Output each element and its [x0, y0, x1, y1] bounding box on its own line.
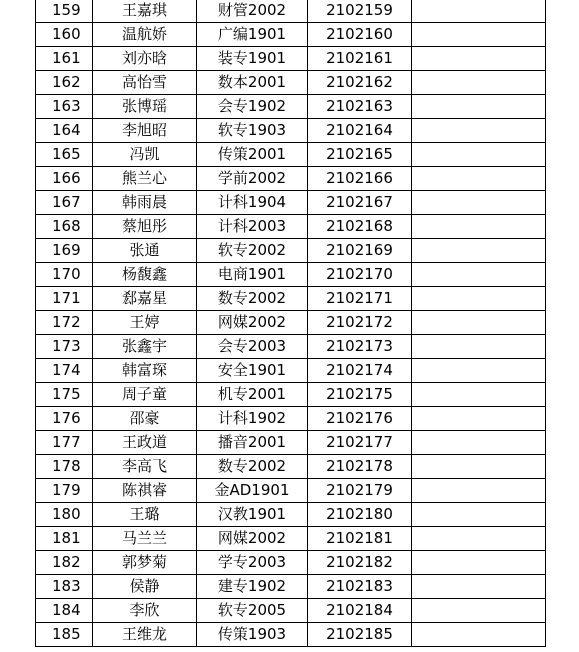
- student-name-cell: 温航娇: [93, 23, 197, 47]
- empty-cell: [412, 239, 546, 263]
- empty-cell: [412, 599, 546, 623]
- student-name-cell: 刘亦晗: [93, 47, 197, 71]
- table-row: [36, 623, 546, 647]
- student-id-cell: 2102164: [308, 119, 412, 143]
- row-number-cell: 177: [36, 431, 93, 455]
- row-number-cell: 163: [36, 95, 93, 119]
- row-number-cell: 159: [36, 0, 93, 23]
- student-id-cell: 2102166: [308, 167, 412, 191]
- table-row: [36, 287, 546, 311]
- empty-cell: [412, 23, 546, 47]
- student-name-cell: 张鑫宇: [93, 335, 197, 359]
- table-row: [36, 575, 546, 599]
- class-name-cell: 建专1902: [197, 575, 308, 599]
- class-name-cell: 播音2001: [197, 431, 308, 455]
- empty-cell: [412, 551, 546, 575]
- student-id-cell: 2102181: [308, 527, 412, 551]
- student-name-cell: 蔡旭彤: [93, 215, 197, 239]
- row-number-cell: 169: [36, 239, 93, 263]
- student-id-cell: 2102177: [308, 431, 412, 455]
- class-name-cell: 计科2003: [197, 215, 308, 239]
- empty-cell: [412, 407, 546, 431]
- student-name-cell: 陈祺睿: [93, 479, 197, 503]
- row-number-cell: 173: [36, 335, 93, 359]
- row-number-cell: 162: [36, 71, 93, 95]
- row-number-cell: 161: [36, 47, 93, 71]
- student-id-cell: 2102174: [308, 359, 412, 383]
- row-number-cell: 178: [36, 455, 93, 479]
- table-row: [36, 215, 546, 239]
- empty-cell: [412, 287, 546, 311]
- student-name-cell: 张博瑶: [93, 95, 197, 119]
- student-id-cell: 2102178: [308, 455, 412, 479]
- class-name-cell: 数专2002: [197, 455, 308, 479]
- class-name-cell: 数专2002: [197, 287, 308, 311]
- student-name-cell: 李旭昭: [93, 119, 197, 143]
- class-name-cell: 学专2003: [197, 551, 308, 575]
- table-row: [36, 71, 546, 95]
- student-id-cell: 2102171: [308, 287, 412, 311]
- student-name-cell: 周子童: [93, 383, 197, 407]
- row-number-cell: 164: [36, 119, 93, 143]
- empty-cell: [412, 0, 546, 23]
- table-body: [36, 0, 546, 647]
- empty-cell: [412, 311, 546, 335]
- student-id-cell: 2102163: [308, 95, 412, 119]
- student-name-cell: 郄嘉星: [93, 287, 197, 311]
- student-id-cell: 2102159: [308, 0, 412, 23]
- row-number-cell: 180: [36, 503, 93, 527]
- empty-cell: [412, 215, 546, 239]
- student-name-cell: 王维龙: [93, 623, 197, 647]
- row-number-cell: 179: [36, 479, 93, 503]
- table-row: [36, 479, 546, 503]
- class-name-cell: 财管2002: [197, 0, 308, 23]
- row-number-cell: 181: [36, 527, 93, 551]
- table-row: [36, 0, 546, 23]
- table-row: [36, 527, 546, 551]
- student-id-cell: 2102183: [308, 575, 412, 599]
- student-name-cell: 张通: [93, 239, 197, 263]
- table-row: [36, 431, 546, 455]
- class-name-cell: 软专2005: [197, 599, 308, 623]
- student-name-cell: 杨馥鑫: [93, 263, 197, 287]
- class-name-cell: 会专1902: [197, 95, 308, 119]
- row-number-cell: 176: [36, 407, 93, 431]
- row-number-cell: 171: [36, 287, 93, 311]
- empty-cell: [412, 503, 546, 527]
- class-name-cell: 广编1901: [197, 23, 308, 47]
- class-name-cell: 电商1901: [197, 263, 308, 287]
- student-name-cell: 王婷: [93, 311, 197, 335]
- empty-cell: [412, 527, 546, 551]
- student-id-cell: 2102169: [308, 239, 412, 263]
- student-name-cell: 邵豪: [93, 407, 197, 431]
- table-row: [36, 503, 546, 527]
- student-name-cell: 李欣: [93, 599, 197, 623]
- table-row: [36, 95, 546, 119]
- student-name-cell: 侯静: [93, 575, 197, 599]
- row-number-cell: 183: [36, 575, 93, 599]
- student-id-cell: 2102179: [308, 479, 412, 503]
- table-row: [36, 407, 546, 431]
- class-name-cell: 机专2001: [197, 383, 308, 407]
- class-name-cell: 网媒2002: [197, 527, 308, 551]
- table-row: [36, 383, 546, 407]
- table-row: [36, 143, 546, 167]
- student-id-cell: 2102161: [308, 47, 412, 71]
- student-id-cell: 2102173: [308, 335, 412, 359]
- table-row: [36, 23, 546, 47]
- table-row: [36, 311, 546, 335]
- table-row: [36, 359, 546, 383]
- table-row: [36, 455, 546, 479]
- row-number-cell: 166: [36, 167, 93, 191]
- class-name-cell: 装专1901: [197, 47, 308, 71]
- student-id-cell: 2102162: [308, 71, 412, 95]
- class-name-cell: 安全1901: [197, 359, 308, 383]
- row-number-cell: 168: [36, 215, 93, 239]
- class-name-cell: 软专2002: [197, 239, 308, 263]
- row-number-cell: 165: [36, 143, 93, 167]
- student-table: [35, 0, 546, 647]
- student-id-cell: 2102180: [308, 503, 412, 527]
- class-name-cell: 金AD1901: [197, 479, 308, 503]
- table-row: [36, 335, 546, 359]
- table-row: [36, 47, 546, 71]
- student-id-cell: 2102160: [308, 23, 412, 47]
- class-name-cell: 汉教1901: [197, 503, 308, 527]
- empty-cell: [412, 455, 546, 479]
- row-number-cell: 167: [36, 191, 93, 215]
- student-id-cell: 2102165: [308, 143, 412, 167]
- empty-cell: [412, 335, 546, 359]
- student-id-cell: 2102182: [308, 551, 412, 575]
- student-name-cell: 李高飞: [93, 455, 197, 479]
- empty-cell: [412, 191, 546, 215]
- student-name-cell: 韩富琛: [93, 359, 197, 383]
- student-id-cell: 2102167: [308, 191, 412, 215]
- table-row: [36, 263, 546, 287]
- student-name-cell: 郭梦菊: [93, 551, 197, 575]
- empty-cell: [412, 119, 546, 143]
- class-name-cell: 软专1903: [197, 119, 308, 143]
- student-id-cell: 2102168: [308, 215, 412, 239]
- empty-cell: [412, 143, 546, 167]
- empty-cell: [412, 263, 546, 287]
- empty-cell: [412, 359, 546, 383]
- student-id-cell: 2102176: [308, 407, 412, 431]
- student-name-cell: 王嘉琪: [93, 0, 197, 23]
- class-name-cell: 计科1902: [197, 407, 308, 431]
- empty-cell: [412, 623, 546, 647]
- empty-cell: [412, 71, 546, 95]
- class-name-cell: 数本2001: [197, 71, 308, 95]
- empty-cell: [412, 383, 546, 407]
- student-name-cell: 王璐: [93, 503, 197, 527]
- table-row: [36, 167, 546, 191]
- student-name-cell: 王政道: [93, 431, 197, 455]
- class-name-cell: 网媒2002: [197, 311, 308, 335]
- row-number-cell: 160: [36, 23, 93, 47]
- student-name-cell: 马兰兰: [93, 527, 197, 551]
- student-id-cell: 2102175: [308, 383, 412, 407]
- class-name-cell: 传策2001: [197, 143, 308, 167]
- row-number-cell: 182: [36, 551, 93, 575]
- row-number-cell: 185: [36, 623, 93, 647]
- class-name-cell: 会专2003: [197, 335, 308, 359]
- table-row: [36, 551, 546, 575]
- student-id-cell: 2102184: [308, 599, 412, 623]
- student-id-cell: 2102172: [308, 311, 412, 335]
- student-id-cell: 2102185: [308, 623, 412, 647]
- class-name-cell: 学前2002: [197, 167, 308, 191]
- table-row: [36, 599, 546, 623]
- student-name-cell: 高怡雪: [93, 71, 197, 95]
- empty-cell: [412, 167, 546, 191]
- student-name-cell: 熊兰心: [93, 167, 197, 191]
- row-number-cell: 174: [36, 359, 93, 383]
- empty-cell: [412, 47, 546, 71]
- empty-cell: [412, 95, 546, 119]
- empty-cell: [412, 431, 546, 455]
- class-name-cell: 计科1904: [197, 191, 308, 215]
- row-number-cell: 175: [36, 383, 93, 407]
- class-name-cell: 传策1903: [197, 623, 308, 647]
- row-number-cell: 184: [36, 599, 93, 623]
- empty-cell: [412, 575, 546, 599]
- row-number-cell: 172: [36, 311, 93, 335]
- table-row: [36, 191, 546, 215]
- empty-cell: [412, 479, 546, 503]
- table-row: [36, 239, 546, 263]
- table-row: [36, 119, 546, 143]
- student-id-cell: 2102170: [308, 263, 412, 287]
- student-name-cell: 冯凯: [93, 143, 197, 167]
- student-name-cell: 韩雨晨: [93, 191, 197, 215]
- row-number-cell: 170: [36, 263, 93, 287]
